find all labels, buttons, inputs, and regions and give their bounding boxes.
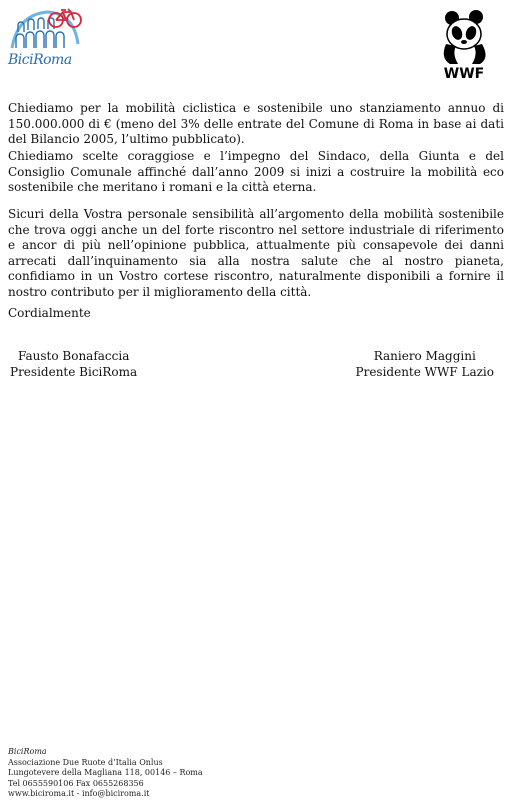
- biciroma-logo-text: BiciRoma: [8, 52, 72, 68]
- signatory-name: Fausto Bonafaccia: [18, 349, 130, 363]
- closing-salutation: Cordialmente: [8, 306, 91, 320]
- colosseum-bicycle-logo-icon: [8, 4, 82, 56]
- signature-left: [10, 349, 137, 380]
- footer-web-email: www.biciroma.it - info@biciroma.it: [8, 789, 150, 798]
- footer-address: Lungotevere della Magliana 118, 00146 – Roma: [8, 768, 203, 777]
- signatory-title: Presidente WWF Lazio: [355, 364, 494, 379]
- footer-org-name: BiciRoma: [8, 747, 47, 756]
- wwf-logo-text: WWF: [443, 66, 485, 82]
- footer-association: Associazione Due Ruote d’Italia Onlus: [8, 757, 163, 767]
- signatory-name: Raniero Maggini: [373, 349, 476, 363]
- panda-logo-icon: [434, 8, 494, 68]
- footer-phone-fax: Tel 0655590106 Fax 0655268356: [8, 778, 144, 788]
- signature-right: [356, 349, 494, 380]
- footer-contact-block: [8, 747, 203, 800]
- paragraph-political-commitment: Chiediamo scelte coraggiose e l’impegno del Sindaco, della Giunta e del Consiglio Comunale affinché dall’anno 2009 si inizi a costruire la mobilità eco sostenibile che meritano i romani e la città eterna.: [8, 149, 504, 194]
- paragraph-closing-appeal: Sicuri della Vostra personale sensibilità all’argomento della mobilità sostenibile che trova oggi anche un del forte riscontro nel settore industriale di riferimento e ancor di più nell’opinione pubblica, attualmente più consapevole dei danni arrecati dall’inquinamento sia alla nostra salute che al nostro pianeta, confidiamo in un Vostro cortese riscontro, naturalmente disponibili a fornire il nostro contributo per il miglioramento della città.: [8, 207, 504, 299]
- signatory-title: Presidente BiciRoma: [10, 364, 138, 379]
- paragraph-funding-request: Chiediamo per la mobilità ciclistica e sostenibile uno stanziamento annuo di 150.000.000 di € (meno del 3% delle entrate del Comune di Roma in base ai dati del Bilancio 2005, l’ultimo pubblicato).: [8, 101, 504, 146]
